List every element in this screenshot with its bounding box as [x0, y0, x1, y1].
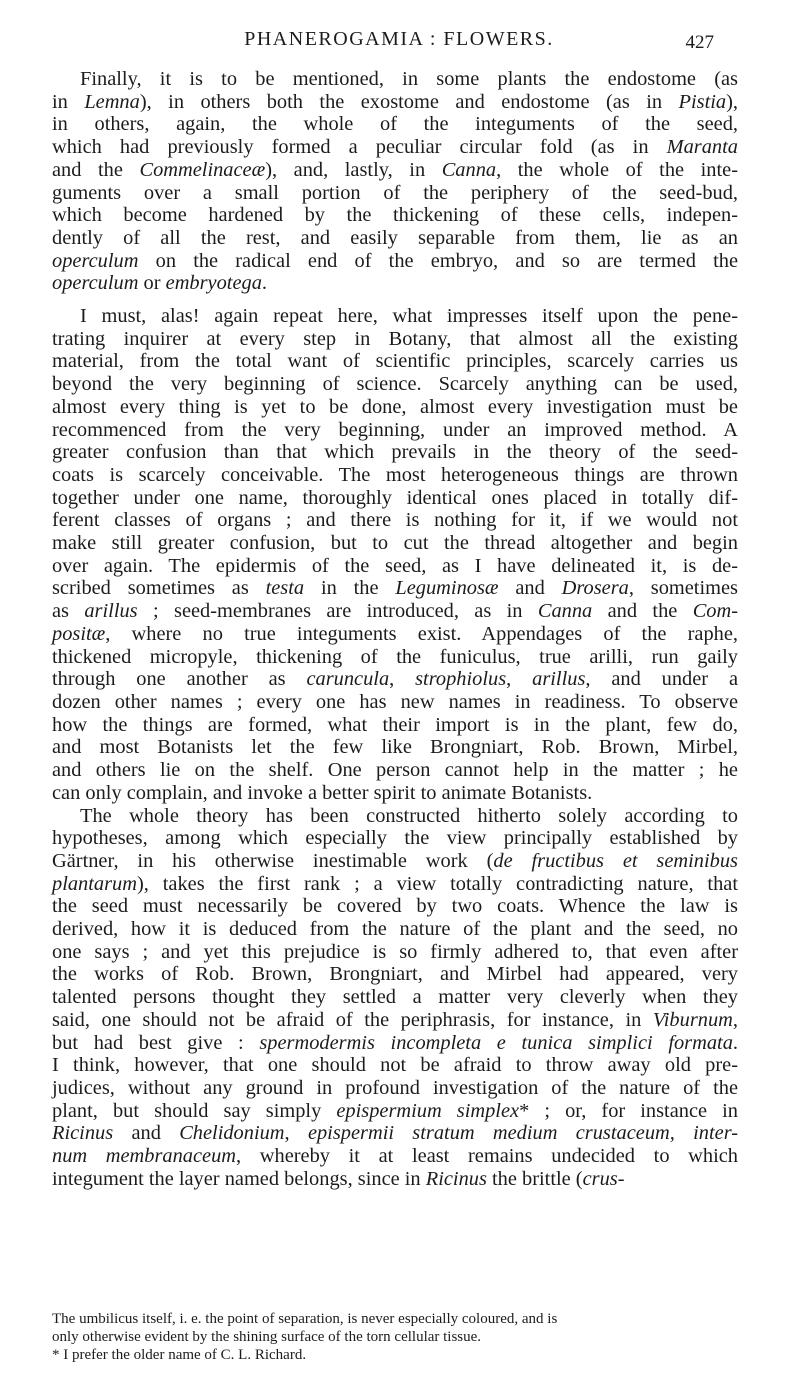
text-line: make still greater confusion, but to cut the thread altogether and begin — [52, 532, 738, 555]
text-line: judices, without any ground in profound investigation of the nature of the — [52, 1076, 738, 1099]
text-line: how the things are formed, what their import is in the plant, few do, — [52, 713, 738, 736]
text-line: dently of all the rest, and easily separable from them, lie as an — [52, 226, 738, 249]
text-line: I think, however, that one should not be afraid to throw away old pre- — [52, 1054, 738, 1077]
footnote-line: The umbilicus itself, i. e. the point of separation, is never especially coloured, and is — [52, 1311, 558, 1327]
footnotes — [52, 1310, 738, 1364]
text-line: operculum on the radical end of the embryo, and so are termed the — [52, 249, 738, 272]
body-text — [52, 68, 738, 1190]
text-line: as arillus ; seed-membranes are introduced, as in Canna and the Com- — [52, 600, 738, 623]
text-line: thickened micropyle, thickening of the funiculus, true arilli, run gaily — [52, 645, 738, 668]
footnote-line: * I prefer the older name of C. L. Richard. — [52, 1347, 307, 1363]
text-line: coats is scarcely conceivable. The most heterogeneous things are thrown — [52, 463, 738, 486]
text-line: Ricinus and Chelidonium, epispermii stratum medium crustaceum, inter- — [52, 1122, 739, 1145]
page-number: 427 — [685, 32, 714, 53]
text-line: scribed sometimes as testa in the Leguminosæ and Drosera, sometimes — [52, 577, 738, 600]
text-line: I must, alas! again repeat here, what impresses itself upon the pene- — [80, 305, 738, 328]
text-line: plant, but should say simply epispermium simplex* ; or, for instance in — [52, 1099, 738, 1122]
text-line: hypotheses, among which especially the view principally established by — [52, 827, 738, 850]
text-line: and others lie on the shelf. One person cannot help in the matter ; he — [52, 759, 738, 782]
text-line: and the Commelinaceæ), and, lastly, in Canna, the whole of the inte- — [52, 158, 738, 181]
text-line: together under one name, thoroughly identical ones placed in totally dif- — [52, 486, 738, 509]
paragraph-theory — [52, 805, 738, 1191]
text-line: can only complain, and invoke a better spirit to animate Botanists. — [52, 781, 593, 804]
text-line: num membranaceum, whereby it at least remains undecided to which — [52, 1145, 738, 1168]
text-line: which had previously formed a peculiar circular fold (as in Maranta — [52, 136, 738, 159]
text-line: Gärtner, in his otherwise inestimable work (de fructibus et seminibus — [52, 849, 738, 872]
text-line: plantarum), takes the first rank ; a view totally contradicting nature, that — [52, 872, 738, 895]
text-line: in others, again, the whole of the integuments of the seed, — [52, 113, 738, 136]
text-line: ferent classes of organs ; and there is nothing for it, if we would not — [52, 509, 738, 532]
text-line: through one another as caruncula, strophiolus, arillus, and under a — [52, 668, 738, 691]
footnote-line: only otherwise evident by the shining surface of the torn cellular tissue. — [52, 1329, 482, 1345]
text-line: positæ, where no true integuments exist. Appendages of the raphe, — [52, 622, 738, 645]
text-line: beyond the very beginning of science. Scarcely anything can be used, — [52, 373, 738, 396]
text-line: recommenced from the very beginning, under an improved method. A — [52, 418, 738, 441]
text-line: said, one should not be afraid of the periphrasis, for instance, in Viburnum, — [52, 1008, 738, 1031]
paragraph-endostome — [52, 68, 738, 295]
text-line: talented persons thought they settled a matter very cleverly when they — [52, 986, 738, 1009]
text-line: derived, how it is deduced from the nature of the plant and the seed, no — [52, 918, 738, 941]
text-line: Finally, it is to be mentioned, in some plants the endostome (as — [80, 68, 738, 90]
text-line: the works of Rob. Brown, Brongniart, and Mirbel had appeared, very — [52, 963, 738, 986]
text-line: over again. The epidermis of the seed, as I have delineated it, is de- — [52, 554, 738, 577]
text-line: almost every thing is yet to be done, almost every investigation must be — [52, 395, 738, 418]
text-line: dozen other names ; every one has new names in readiness. To observe — [52, 690, 738, 713]
text-line: trating inquirer at every step in Botany, that almost all the existing — [52, 327, 738, 350]
text-line: integument the layer named belongs, since in Ricinus the brittle (crus- — [52, 1167, 625, 1190]
text-line: material, from the total want of scientific principles, scarcely carries us — [52, 350, 738, 373]
running-head-title: PHANEROGAMIA : FLOWERS. — [244, 28, 554, 50]
text-line: which become hardened by the thickening of these cells, indepen- — [52, 204, 738, 227]
text-line: but had best give : spermodermis incompleta e tunica simplici formata. — [52, 1031, 739, 1054]
text-line: operculum or embryotega. — [52, 272, 268, 295]
paragraph-confusion — [52, 305, 738, 804]
text-line: in Lemna), in others both the exostome and endostome (as in Pistia), — [52, 90, 738, 113]
text-line: the seed must necessarily be covered by two coats. Whence the law is — [52, 895, 738, 918]
text-line: greater confusion than that which prevails in the theory of the seed- — [52, 441, 738, 464]
text-line: The whole theory has been constructed hitherto solely according to — [80, 804, 738, 827]
running-head — [84, 28, 714, 64]
text-line: one says ; and yet this prejudice is so firmly adhered to, that even after — [52, 940, 738, 963]
text-line: and most Botanists let the few like Brongniart, Rob. Brown, Mirbel, — [52, 736, 738, 759]
text-line: guments over a small portion of the periphery of the seed-bud, — [52, 181, 738, 204]
